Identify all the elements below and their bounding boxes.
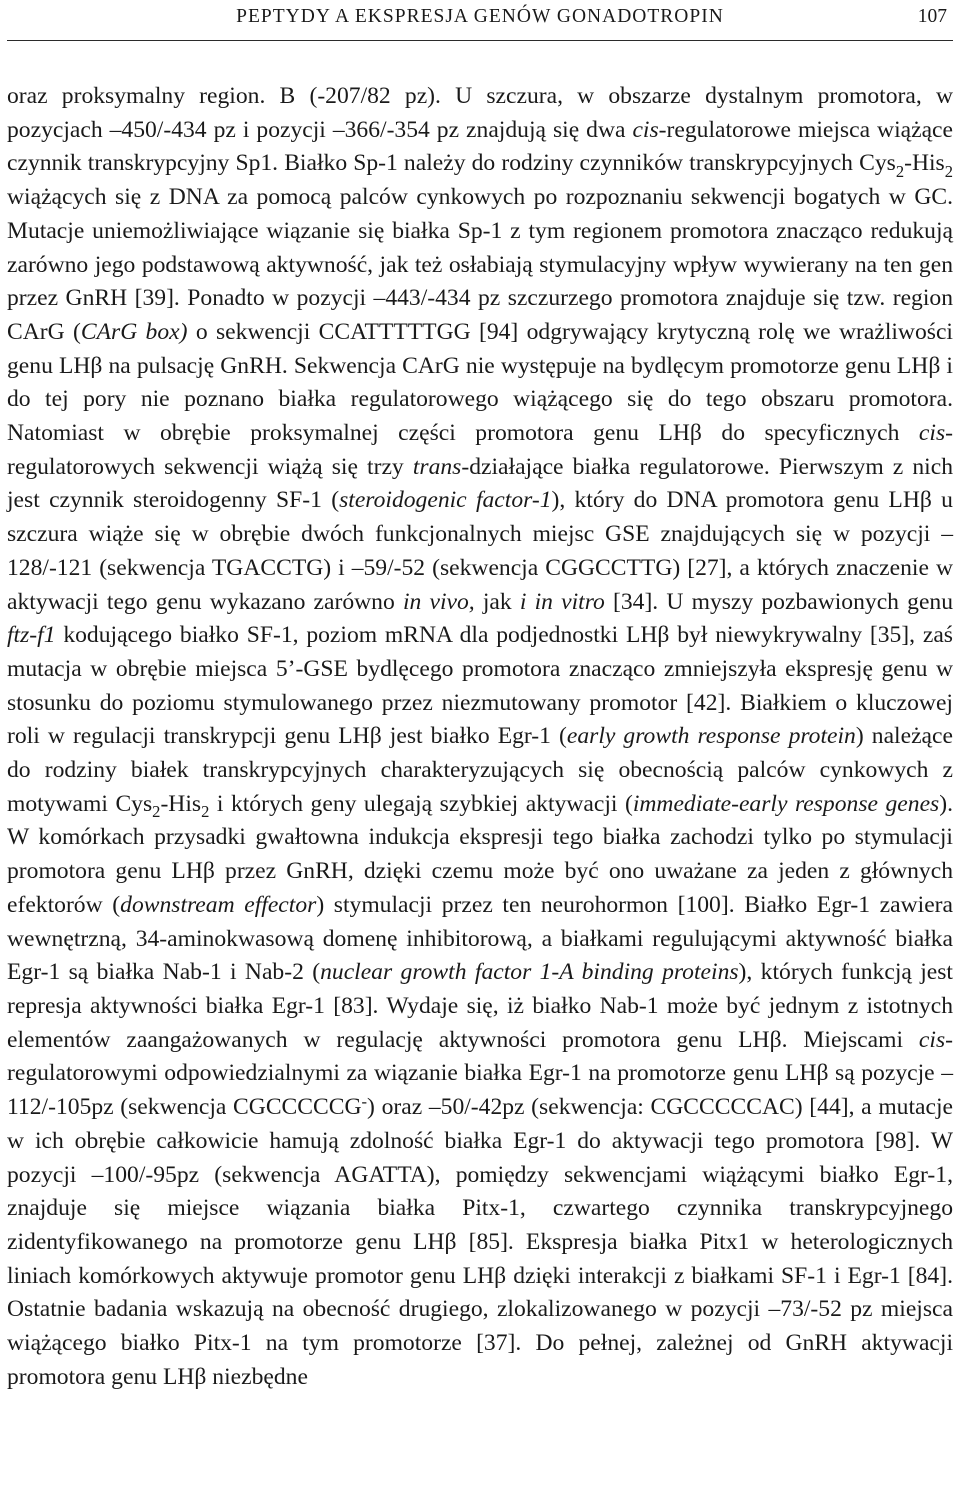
italic-term: early growth response protein bbox=[566, 723, 856, 750]
text-run: [34]. U myszy pozbawionych genu bbox=[604, 588, 954, 615]
italic-term: in vivo, bbox=[402, 588, 475, 615]
italic-term: steroidogenic factor-1 bbox=[339, 487, 552, 514]
text-run: ) należące do rodziny białek transkrypcyjnych charakteryzujących się obecnością palców cynkowych z motywami Cys bbox=[7, 723, 953, 817]
text-run: oraz proksymalny region. B (-207/82 pz). U szczura, w obszarze dystalnym promotora, w pozycjach –450/-434 pz i pozycji –366/-354 pz znajdują się dwa bbox=[7, 83, 953, 143]
subscript: 2 bbox=[201, 802, 210, 822]
italic-term: cis bbox=[918, 420, 946, 447]
text-run: -regulatorowych sekwencji wiążą się trzy bbox=[7, 420, 953, 480]
text-run: kodującego białko SF-1, poziom mRNA dla podjednostki LHβ był niewykrywalny [35], zaś mutacja w obrębie miejsca 5’-GSE bydlęcego promotora znacząco zmniejszyła ekspresję genu w stosunku do poziomu stymulowanego przez niezmutowany promotor [42]. Białkiem o kluczowej roli w regulacji transkrypcji genu LHβ jest białko Egr-1 ( bbox=[7, 622, 953, 750]
text-run: -His bbox=[904, 150, 945, 177]
italic-term: i in vitro bbox=[519, 588, 605, 615]
italic-term: cis bbox=[918, 1026, 946, 1053]
text-run: jak bbox=[474, 588, 520, 615]
italic-term: CArG box) bbox=[80, 318, 188, 345]
subscript: 2 bbox=[944, 162, 953, 181]
text-run: ). W komórkach przysadki gwałtowna indukcja ekspresji tego białka zachodzi tylko po stymulacji promotora genu LHβ przez GnRH, dzięki czemu może być ono uważane za jeden z głównych efektorów ( bbox=[7, 790, 953, 918]
italic-term: downstream effector bbox=[120, 891, 317, 918]
text-run: -regulatorowymi odpowiedzialnymi za wiązanie białka Egr-1 na promotorze genu LHβ są pozycje –112/-105pz (sekwencja CGCCCCCG bbox=[7, 1026, 953, 1121]
text-run: -His bbox=[160, 790, 202, 817]
italic-term: trans bbox=[412, 453, 462, 480]
italic-term: nuclear growth factor 1-A binding proteins bbox=[320, 959, 739, 986]
text-run: -regulatorowe miejsca wiążące czynnik transkrypcyjny Sp1. Białko Sp-1 należy do rodziny czynników transkrypcyjnych Cys bbox=[7, 116, 953, 177]
text-run: ), których funkcją jest represja aktywności białka Egr-1 [83]. Wydaje się, iż białko Nab-1 może być jednym z istotnych elementów zaangażowanych w regulację aktywności promotora genu LHβ. Miejscami bbox=[7, 959, 953, 1053]
subscript: 2 bbox=[895, 162, 905, 181]
subscript: 2 bbox=[152, 802, 161, 822]
text-run: ), który do DNA promotora genu LHβ u szczura wiąże się w obrębie dwóch funkcjonalnych miejsc GSE znajdujących się w pozycji –128/-121 (sekwencja TGACCTG) i –59/-52 (sekwencja CGGCCTTG) [27], a których znaczenie w aktywacji tego genu wykazano zarówno bbox=[7, 487, 953, 615]
text-run: ) oraz –50/-42pz (sekwencja: CGCCCCCAC) [44], a mutacje w ich obrębie całkowicie hamują zdolność białka Egr-1 do aktywacji tego promotora [98]. W pozycji –100/-95pz (sekwencja AGATTA), pomiędzy sekwencjami wiążącymi białko Egr-1, znajduje się miejsce wiązania białka Pitx-1, czwartego czynnika transkrypcyjnego zidentyfikowanego na promotorze genu LHβ [85]. Ekspresja białka Pitx1 w heterologicznych liniach komórkowych aktywuje promotor genu LHβ dzięki interakcji z białkami SF-1 i Egr-1 [84]. Ostatnie badania wskazują na obecność drugiego, zlokalizowanego w pozycji –73/-52 pz miejsca wiążącego białko Pitx-1 na tym promotorze [37]. Do pełnej, zależnej od GnRH aktywacji promotora genu LHβ niezbędne bbox=[7, 1094, 953, 1390]
italic-term: cis bbox=[632, 116, 659, 143]
text-run: ) stymulacji przez ten neurohormon [100]. Białko Egr-1 zawiera wewnętrzną, 34-aminokwasową domenę inhibitorową, a białkami regulującymi aktywność białka Egr-1 są białka Nab-1 i Nab-2 ( bbox=[7, 891, 953, 986]
text-run: o sekwencji CCATTTTTGG [94] odgrywający krytyczną rolę we wrażliwości genu LHβ na pulsację GnRH. Sekwencja CArG nie występuje na bydlęcym promotorze genu LHβ i do tej pory nie poznano białka regulatorowego wiążącego się do tego obszaru promotora. Natomiast w obrębie proksymalnej części promotora genu LHβ do specyficznych bbox=[7, 318, 953, 447]
text-run: wiążących się z DNA za pomocą palców cynkowych po rozpoznaniu sekwencji bogatych w GC. Mutacje uniemożliwiające wiązanie się białka Sp-1 z tym regionem promotora znacząco redukują zarówno jego podstawową aktywność, jak też osłabiają stymulacyjny wpływ wywierany na ten gen przez GnRH [39]. Ponadto w pozycji –443/-434 pz szczurzego promotora znajduje się tzw. region CArG ( bbox=[7, 184, 953, 345]
italic-term: immediate-early response genes bbox=[632, 790, 940, 817]
text-run: i których geny ulegają szybkiej aktywacji ( bbox=[209, 790, 633, 817]
running-header bbox=[7, 0, 953, 41]
superscript: - bbox=[361, 1091, 368, 1111]
page-number: 107 bbox=[917, 6, 947, 27]
italic-term: ftz-f1 bbox=[7, 622, 56, 649]
body-paragraph bbox=[7, 80, 953, 1394]
text-run: -działające białka regulatorowe. Pierwszym z nich jest czynnik steroidogenny SF-1 ( bbox=[7, 453, 953, 514]
running-title: PEPTYDY A EKSPRESJA GENÓW GONADOTROPIN bbox=[236, 6, 724, 27]
